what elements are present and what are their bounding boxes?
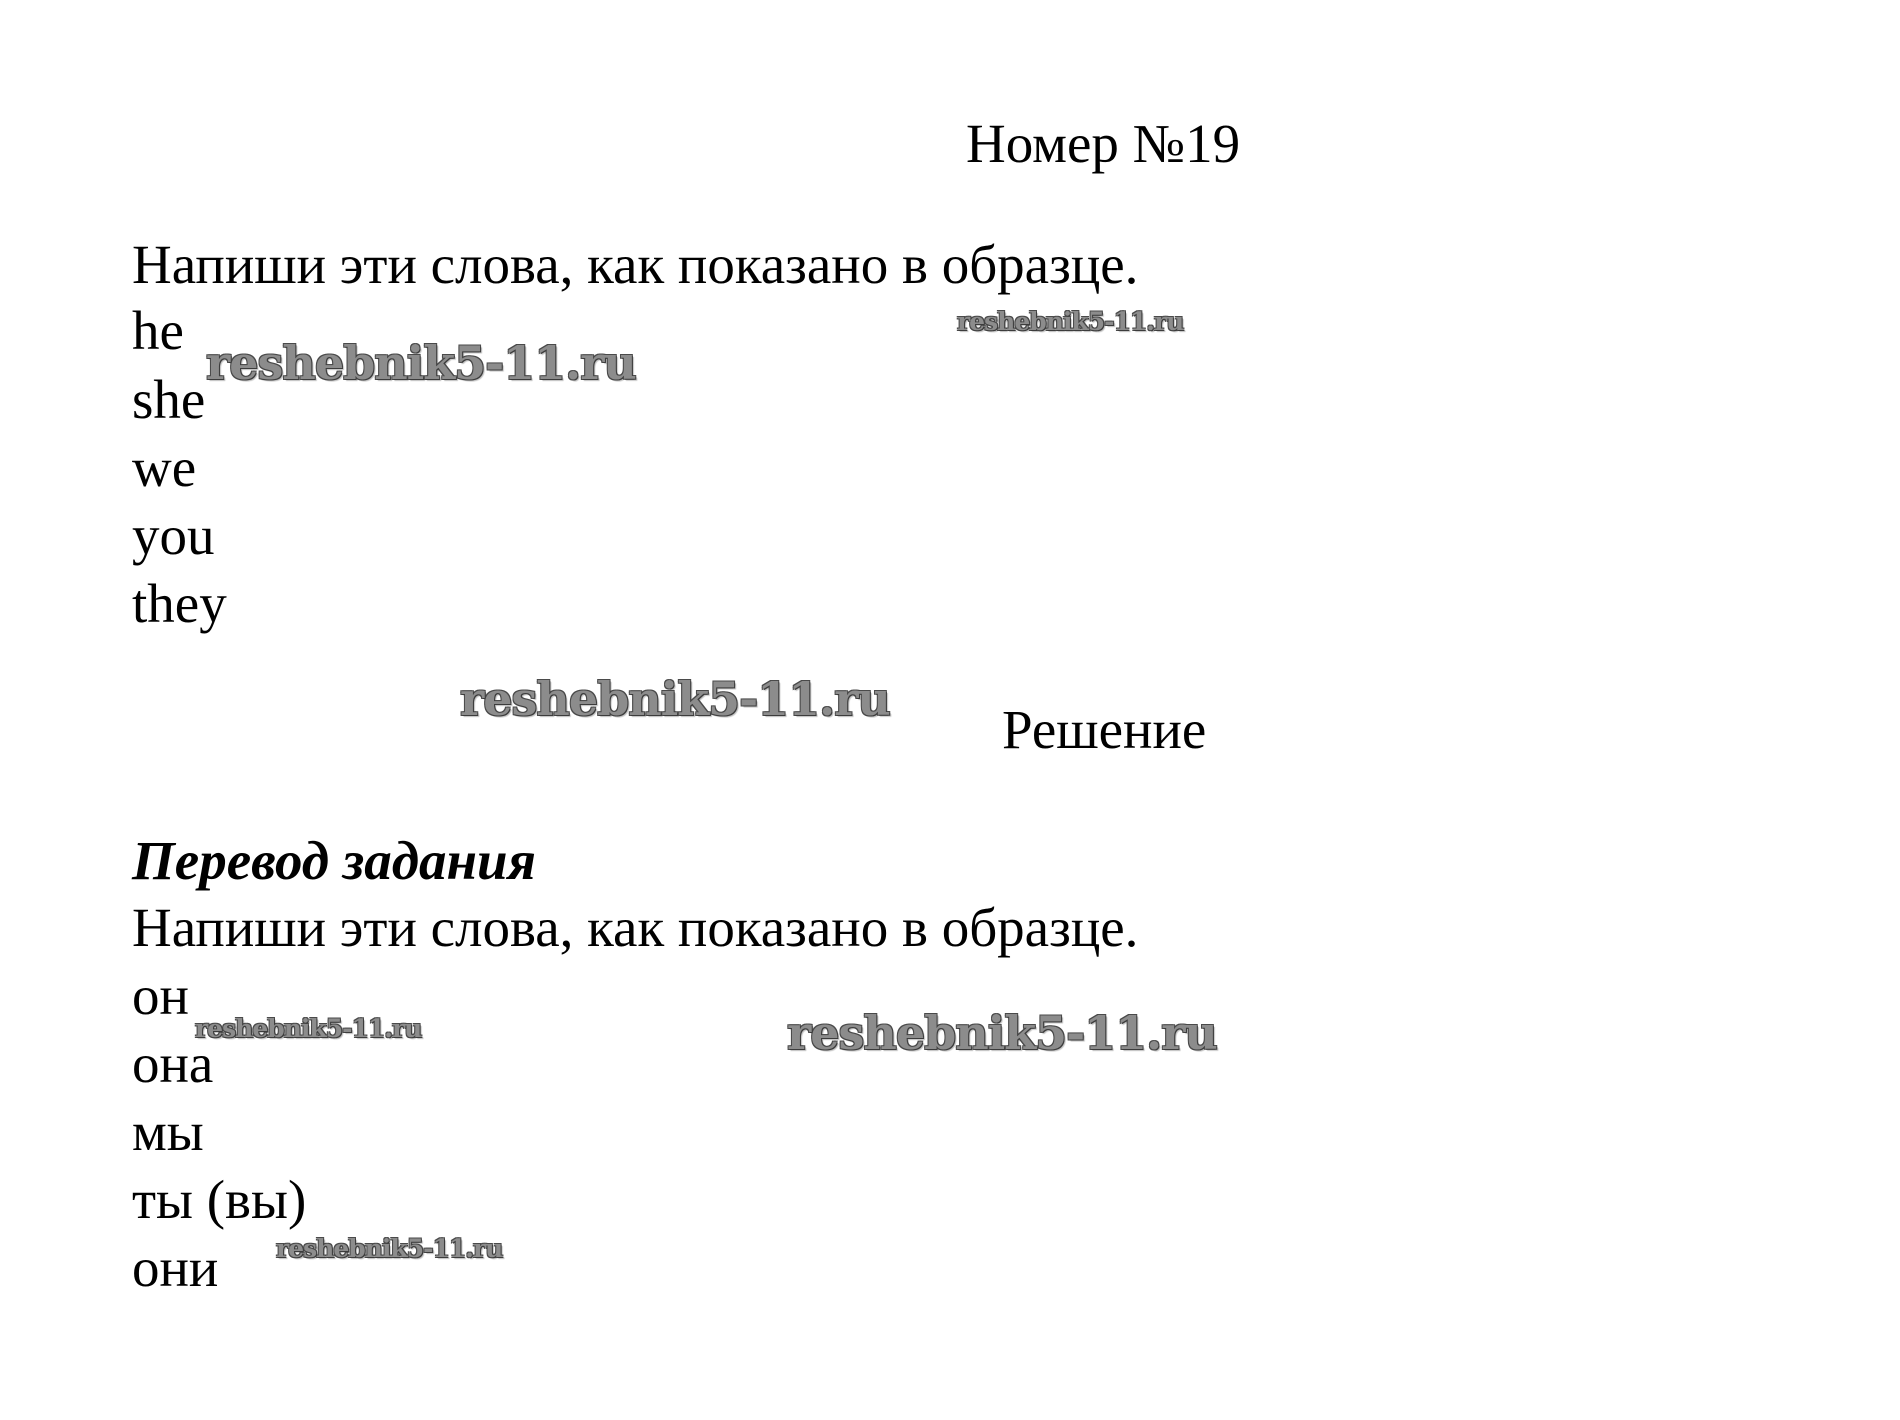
page-title: Номер №19 [966,113,1241,174]
word-ona: она [132,1033,214,1094]
watermark-logo: reshebnik5-11.ru [206,336,636,390]
word-we: we [132,437,197,498]
watermark-logo: reshebnik5-11.ru [276,1234,503,1263]
word-ty-vy: ты (вы) [132,1169,307,1230]
watermark-logo: reshebnik5-11.ru [957,307,1184,336]
watermark-logo: reshebnik5-11.ru [460,672,890,726]
task-instruction: Напиши эти слова, как показано в образце. [132,234,1139,295]
watermark-logo: reshebnik5-11.ru [787,1006,1217,1060]
word-you: you [132,505,215,566]
translation-heading: Перевод задания [132,830,536,891]
word-oni: они [132,1237,219,1298]
word-my: мы [132,1101,204,1162]
word-he: he [132,300,184,361]
translation-instruction: Напиши эти слова, как показано в образце. [132,897,1139,958]
solution-label: Решение [1002,699,1207,760]
word-she: she [132,369,206,430]
word-on: он [132,965,189,1026]
word-they: they [132,573,227,634]
watermark-logo: reshebnik5-11.ru [195,1014,422,1043]
